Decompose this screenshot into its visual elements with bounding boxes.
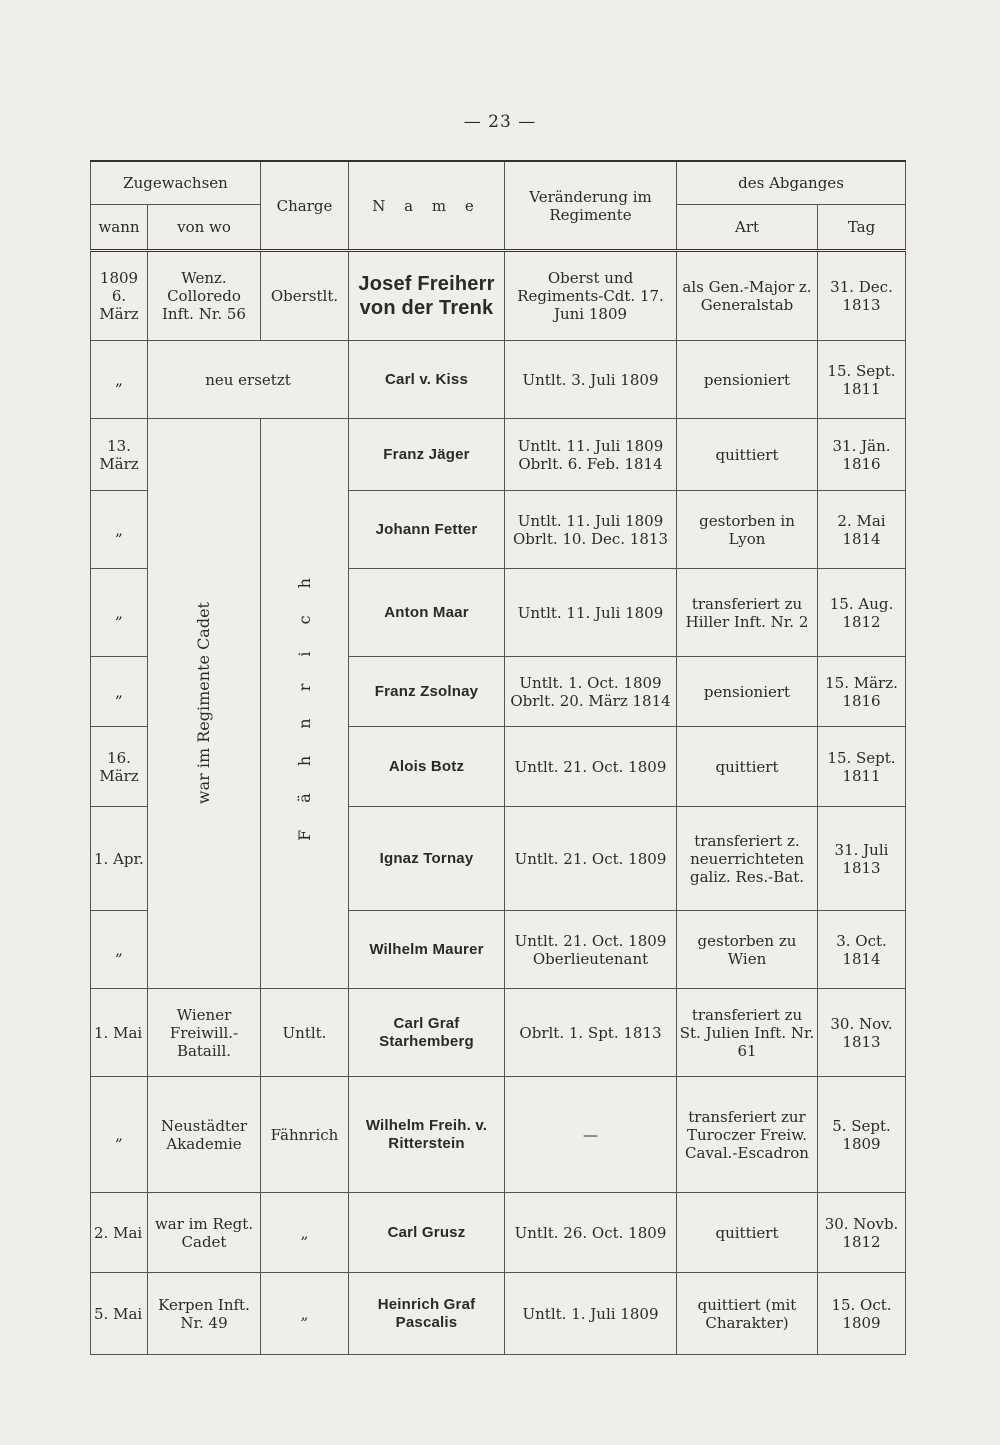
cell-art: transferiert zur Turoczer Freiw. Caval.-Escadron <box>677 1077 818 1193</box>
table-row <box>91 1077 906 1193</box>
table-row <box>91 341 906 419</box>
table-row <box>91 989 906 1077</box>
cell-name: Anton Maar <box>349 569 505 657</box>
cell-art: gestorben zu Wien <box>677 911 818 989</box>
cell-tag: 31. Jän. 1816 <box>818 419 906 491</box>
cell-charge: „ <box>261 1273 349 1355</box>
header-name: N a m e <box>349 161 505 251</box>
cell-tag: 15. Aug. 1812 <box>818 569 906 657</box>
cell-von-wo: Kerpen Inft. Nr. 49 <box>148 1273 261 1355</box>
cell-tag: 15. Sept. 1811 <box>818 727 906 807</box>
cell-art: pensioniert <box>677 341 818 419</box>
header-tag: Tag <box>818 205 906 251</box>
cell-name: Ignaz Tornay <box>349 807 505 911</box>
cell-von-wo-merged <box>148 419 261 989</box>
header-charge: Charge <box>261 161 349 251</box>
cell-wann: 5. Mai <box>91 1273 148 1355</box>
cell-art: transferiert zu St. Julien Inft. Nr. 61 <box>677 989 818 1077</box>
cell-art: quittiert <box>677 419 818 491</box>
cell-tag: 31. Juli 1813 <box>818 807 906 911</box>
cell-name: Wilhelm Maurer <box>349 911 505 989</box>
cell-wann: „ <box>91 569 148 657</box>
cell-name: Carl v. Kiss <box>349 341 505 419</box>
cell-art: transferiert zu Hiller Inft. Nr. 2 <box>677 569 818 657</box>
cell-tag: 3. Oct. 1814 <box>818 911 906 989</box>
cell-veraenderung: Obrlt. 1. Spt. 1813 <box>505 989 677 1077</box>
cell-name: Johann Fetter <box>349 491 505 569</box>
cell-art: pensioniert <box>677 657 818 727</box>
header-zugewachsen: Zugewachsen <box>91 161 261 205</box>
cell-charge-merged <box>261 419 349 989</box>
cell-von-wo: Neustädter Akademie <box>148 1077 261 1193</box>
cell-tag: 15. Sept. 1811 <box>818 341 906 419</box>
table-row <box>91 1193 906 1273</box>
cell-veraenderung: — <box>505 1077 677 1193</box>
cell-charge: „ <box>261 1193 349 1273</box>
cell-wann: 16. März <box>91 727 148 807</box>
cell-charge: Untlt. <box>261 989 349 1077</box>
header-abgang: des Abganges <box>677 161 906 205</box>
cell-von-wo: war im Regt. Cadet <box>148 1193 261 1273</box>
cell-name: Franz Jäger <box>349 419 505 491</box>
cell-tag: 15. Oct. 1809 <box>818 1273 906 1355</box>
cell-wann: „ <box>91 491 148 569</box>
cell-name: Josef Freiherr von der Trenk <box>349 251 505 341</box>
cell-tag: 2. Mai 1814 <box>818 491 906 569</box>
cell-veraenderung: Oberst und Regiments-Cdt. 17. Juni 1809 <box>505 251 677 341</box>
cell-charge: Fähnrich <box>261 1077 349 1193</box>
cell-veraenderung: Untlt. 21. Oct. 1809 <box>505 727 677 807</box>
cell-veraenderung: Untlt. 1. Oct. 1809 Obrlt. 20. März 1814 <box>505 657 677 727</box>
table-row <box>91 419 906 491</box>
cell-tag: 15. März. 1816 <box>818 657 906 727</box>
cell-art: transferiert z. neuerrichteten galiz. Res.-Bat. <box>677 807 818 911</box>
cell-art: quittiert (mit Charakter) <box>677 1273 818 1355</box>
cell-wann: „ <box>91 341 148 419</box>
header-veraenderung: Veränderung im Regimente <box>505 161 677 251</box>
cell-art: quittiert <box>677 1193 818 1273</box>
cell-tag: 30. Nov. 1813 <box>818 989 906 1077</box>
cell-wann: „ <box>91 657 148 727</box>
cell-name: Wilhelm Freih. v. Ritterstein <box>349 1077 505 1193</box>
cadet-vertical-label: war im Regimente Cadet <box>194 602 213 805</box>
cell-name: Franz Zsolnay <box>349 657 505 727</box>
page-number: — 23 — <box>463 112 537 132</box>
table-row <box>91 251 906 341</box>
cell-art: gestorben in Lyon <box>677 491 818 569</box>
cell-wann: 1809 6. März <box>91 251 148 341</box>
cell-veraenderung: Untlt. 11. Juli 1809 <box>505 569 677 657</box>
cell-wann: 1. Apr. <box>91 807 148 911</box>
cell-von-wo: Wenz. Colloredo Inft. Nr. 56 <box>148 251 261 341</box>
cell-veraenderung: Untlt. 1. Juli 1809 <box>505 1273 677 1355</box>
header-art: Art <box>677 205 818 251</box>
header-wann: wann <box>91 205 148 251</box>
cell-veraenderung: Untlt. 21. Oct. 1809 <box>505 807 677 911</box>
cell-wann: 13. März <box>91 419 148 491</box>
cell-tag: 5. Sept. 1809 <box>818 1077 906 1193</box>
cell-name: Carl Grusz <box>349 1193 505 1273</box>
cell-art: als Gen.-Major z. Generalstab <box>677 251 818 341</box>
cell-wann: 2. Mai <box>91 1193 148 1273</box>
cell-name: Alois Botz <box>349 727 505 807</box>
table-row <box>91 1273 906 1355</box>
cell-tag: 30. Novb. 1812 <box>818 1193 906 1273</box>
cell-art: quittiert <box>677 727 818 807</box>
cell-tag: 31. Dec. 1813 <box>818 251 906 341</box>
cell-wann: „ <box>91 911 148 989</box>
header-von-wo: von wo <box>148 205 261 251</box>
cell-veraenderung: Untlt. 11. Juli 1809 Obrlt. 10. Dec. 1813 <box>505 491 677 569</box>
cell-veraenderung: Untlt. 11. Juli 1809 Obrlt. 6. Feb. 1814 <box>505 419 677 491</box>
faehnrich-vertical-label: F ä h n r i c h <box>294 566 314 841</box>
cell-von-wo: Wiener Freiwill.-Bataill. <box>148 989 261 1077</box>
cell-veraenderung: Untlt. 21. Oct. 1809 Oberlieutenant <box>505 911 677 989</box>
officer-table <box>90 160 906 1355</box>
cell-veraenderung: Untlt. 26. Oct. 1809 <box>505 1193 677 1273</box>
cell-charge: Oberstlt. <box>261 251 349 341</box>
cell-name: Heinrich Graf Pascalis <box>349 1273 505 1355</box>
cell-name: Carl Graf Starhemberg <box>349 989 505 1077</box>
cell-wann: „ <box>91 1077 148 1193</box>
cell-von-wo: neu ersetzt <box>148 341 349 419</box>
cell-veraenderung: Untlt. 3. Juli 1809 <box>505 341 677 419</box>
cell-wann: 1. Mai <box>91 989 148 1077</box>
officer-table-wrap <box>90 160 905 1355</box>
